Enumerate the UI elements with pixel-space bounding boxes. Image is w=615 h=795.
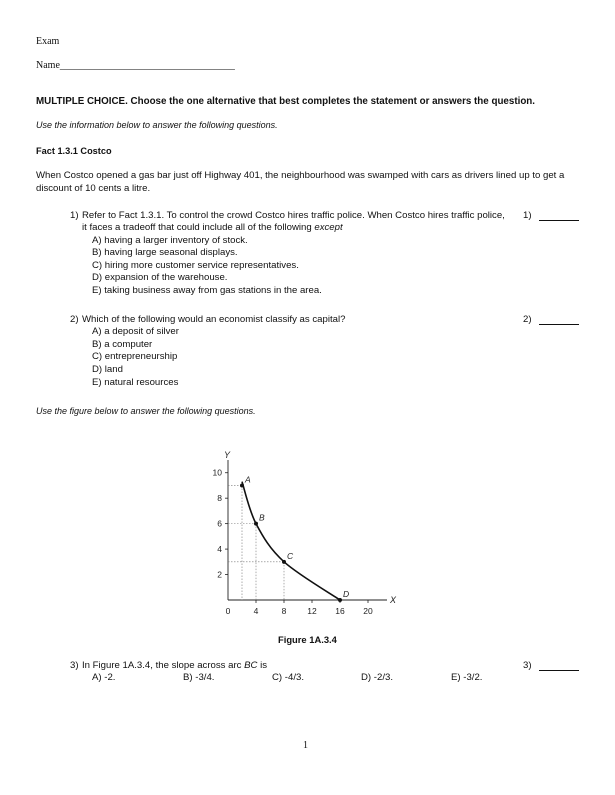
fact-line-1: When Costco opened a gas bar just off Highway 401, the neighbourhood was swamped with cars as drivers lined up to get a	[36, 170, 565, 181]
x-tick-label: 16	[335, 606, 345, 616]
point-label-d: D	[343, 589, 350, 599]
exam-label: Exam	[36, 36, 60, 47]
x-tick-label: 0	[225, 606, 231, 616]
x-tick-label: 12	[307, 606, 317, 616]
page-number: 1	[303, 740, 308, 751]
option-d[interactable]: D) land	[92, 364, 123, 375]
option-b[interactable]: B) having large seasonal displays.	[92, 247, 238, 258]
option-c[interactable]: C) hiring more customer service representatives.	[92, 260, 299, 271]
option-d[interactable]: D) expansion of the warehouse.	[92, 272, 228, 283]
point-d	[338, 598, 342, 602]
intro-text-1: Use the information below to answer the following questions.	[36, 120, 278, 130]
question-text-italic: except	[314, 222, 343, 233]
y-tick-label: 6	[217, 518, 222, 529]
question-number: 1)	[70, 210, 79, 221]
y-axis-label: Y	[224, 450, 231, 460]
option-e[interactable]: E) -3/2.	[451, 672, 483, 683]
x-axis-label: X	[390, 595, 397, 605]
x-tick-label: 4	[253, 606, 259, 616]
name-field[interactable]: Name___________________________________	[36, 60, 235, 71]
question-text-part: it faces a tradeoff that could include all of the following	[82, 222, 312, 233]
option-d[interactable]: D) -2/3.	[361, 672, 393, 683]
answer-label: 1)	[523, 210, 532, 221]
question-text: Refer to Fact 1.3.1. To control the crowd Costco hires traffic police. When Costco hires traffic police,	[82, 210, 505, 221]
answer-line[interactable]	[539, 669, 579, 671]
fact-title: Fact 1.3.1 Costco	[36, 146, 112, 156]
point-label-c: C	[287, 550, 294, 561]
question-text-part: In Figure 1A.3.4, the slope across arc	[82, 660, 245, 671]
point-label-b: B	[259, 512, 265, 523]
option-c[interactable]: C) entrepreneurship	[92, 351, 178, 362]
answer-line[interactable]	[539, 323, 579, 325]
question-text-italic: BC	[244, 660, 258, 671]
y-tick-label: 8	[217, 493, 222, 504]
curve-line	[242, 482, 340, 600]
point-label-a: A	[245, 474, 251, 485]
option-c[interactable]: C) -4/3.	[272, 672, 304, 683]
point-b	[254, 522, 258, 526]
question-text-part-end: is	[257, 660, 268, 671]
question-text: Which of the following would an economist classify as capital?	[82, 314, 346, 325]
x-tick-label: 8	[281, 606, 287, 616]
option-a[interactable]: A) having a larger inventory of stock.	[92, 235, 248, 246]
question-text-line-2	[82, 222, 343, 233]
option-b[interactable]: B) -3/4.	[183, 672, 215, 683]
question-number: 2)	[70, 314, 79, 325]
option-a[interactable]: A) a deposit of silver	[92, 326, 179, 337]
figure-caption: Figure 1A.3.4	[278, 634, 337, 645]
figure-chart	[200, 430, 410, 620]
option-e[interactable]: E) natural resources	[92, 377, 179, 388]
answer-label: 2)	[523, 314, 532, 325]
y-tick-label: 10	[212, 467, 222, 478]
x-tick-label: 20	[363, 606, 373, 616]
question-number: 3)	[70, 660, 79, 671]
answer-line[interactable]	[539, 219, 579, 221]
answer-label: 3)	[523, 660, 532, 671]
question-text	[82, 660, 267, 671]
y-tick-label: 2	[217, 569, 222, 580]
fact-line-2: discount of 10 cents a litre.	[36, 183, 151, 194]
section-title: MULTIPLE CHOICE. Choose the one alternative that best completes the statement or answers the question.	[36, 96, 536, 107]
intro-text-2: Use the figure below to answer the following questions.	[36, 406, 256, 416]
y-tick-label: 4	[217, 544, 222, 555]
option-e[interactable]: E) taking business away from gas stations in the area.	[92, 285, 322, 296]
option-a[interactable]: A) -2.	[92, 672, 116, 683]
point-a	[240, 483, 244, 487]
point-c	[282, 560, 286, 564]
option-b[interactable]: B) a computer	[92, 339, 153, 350]
